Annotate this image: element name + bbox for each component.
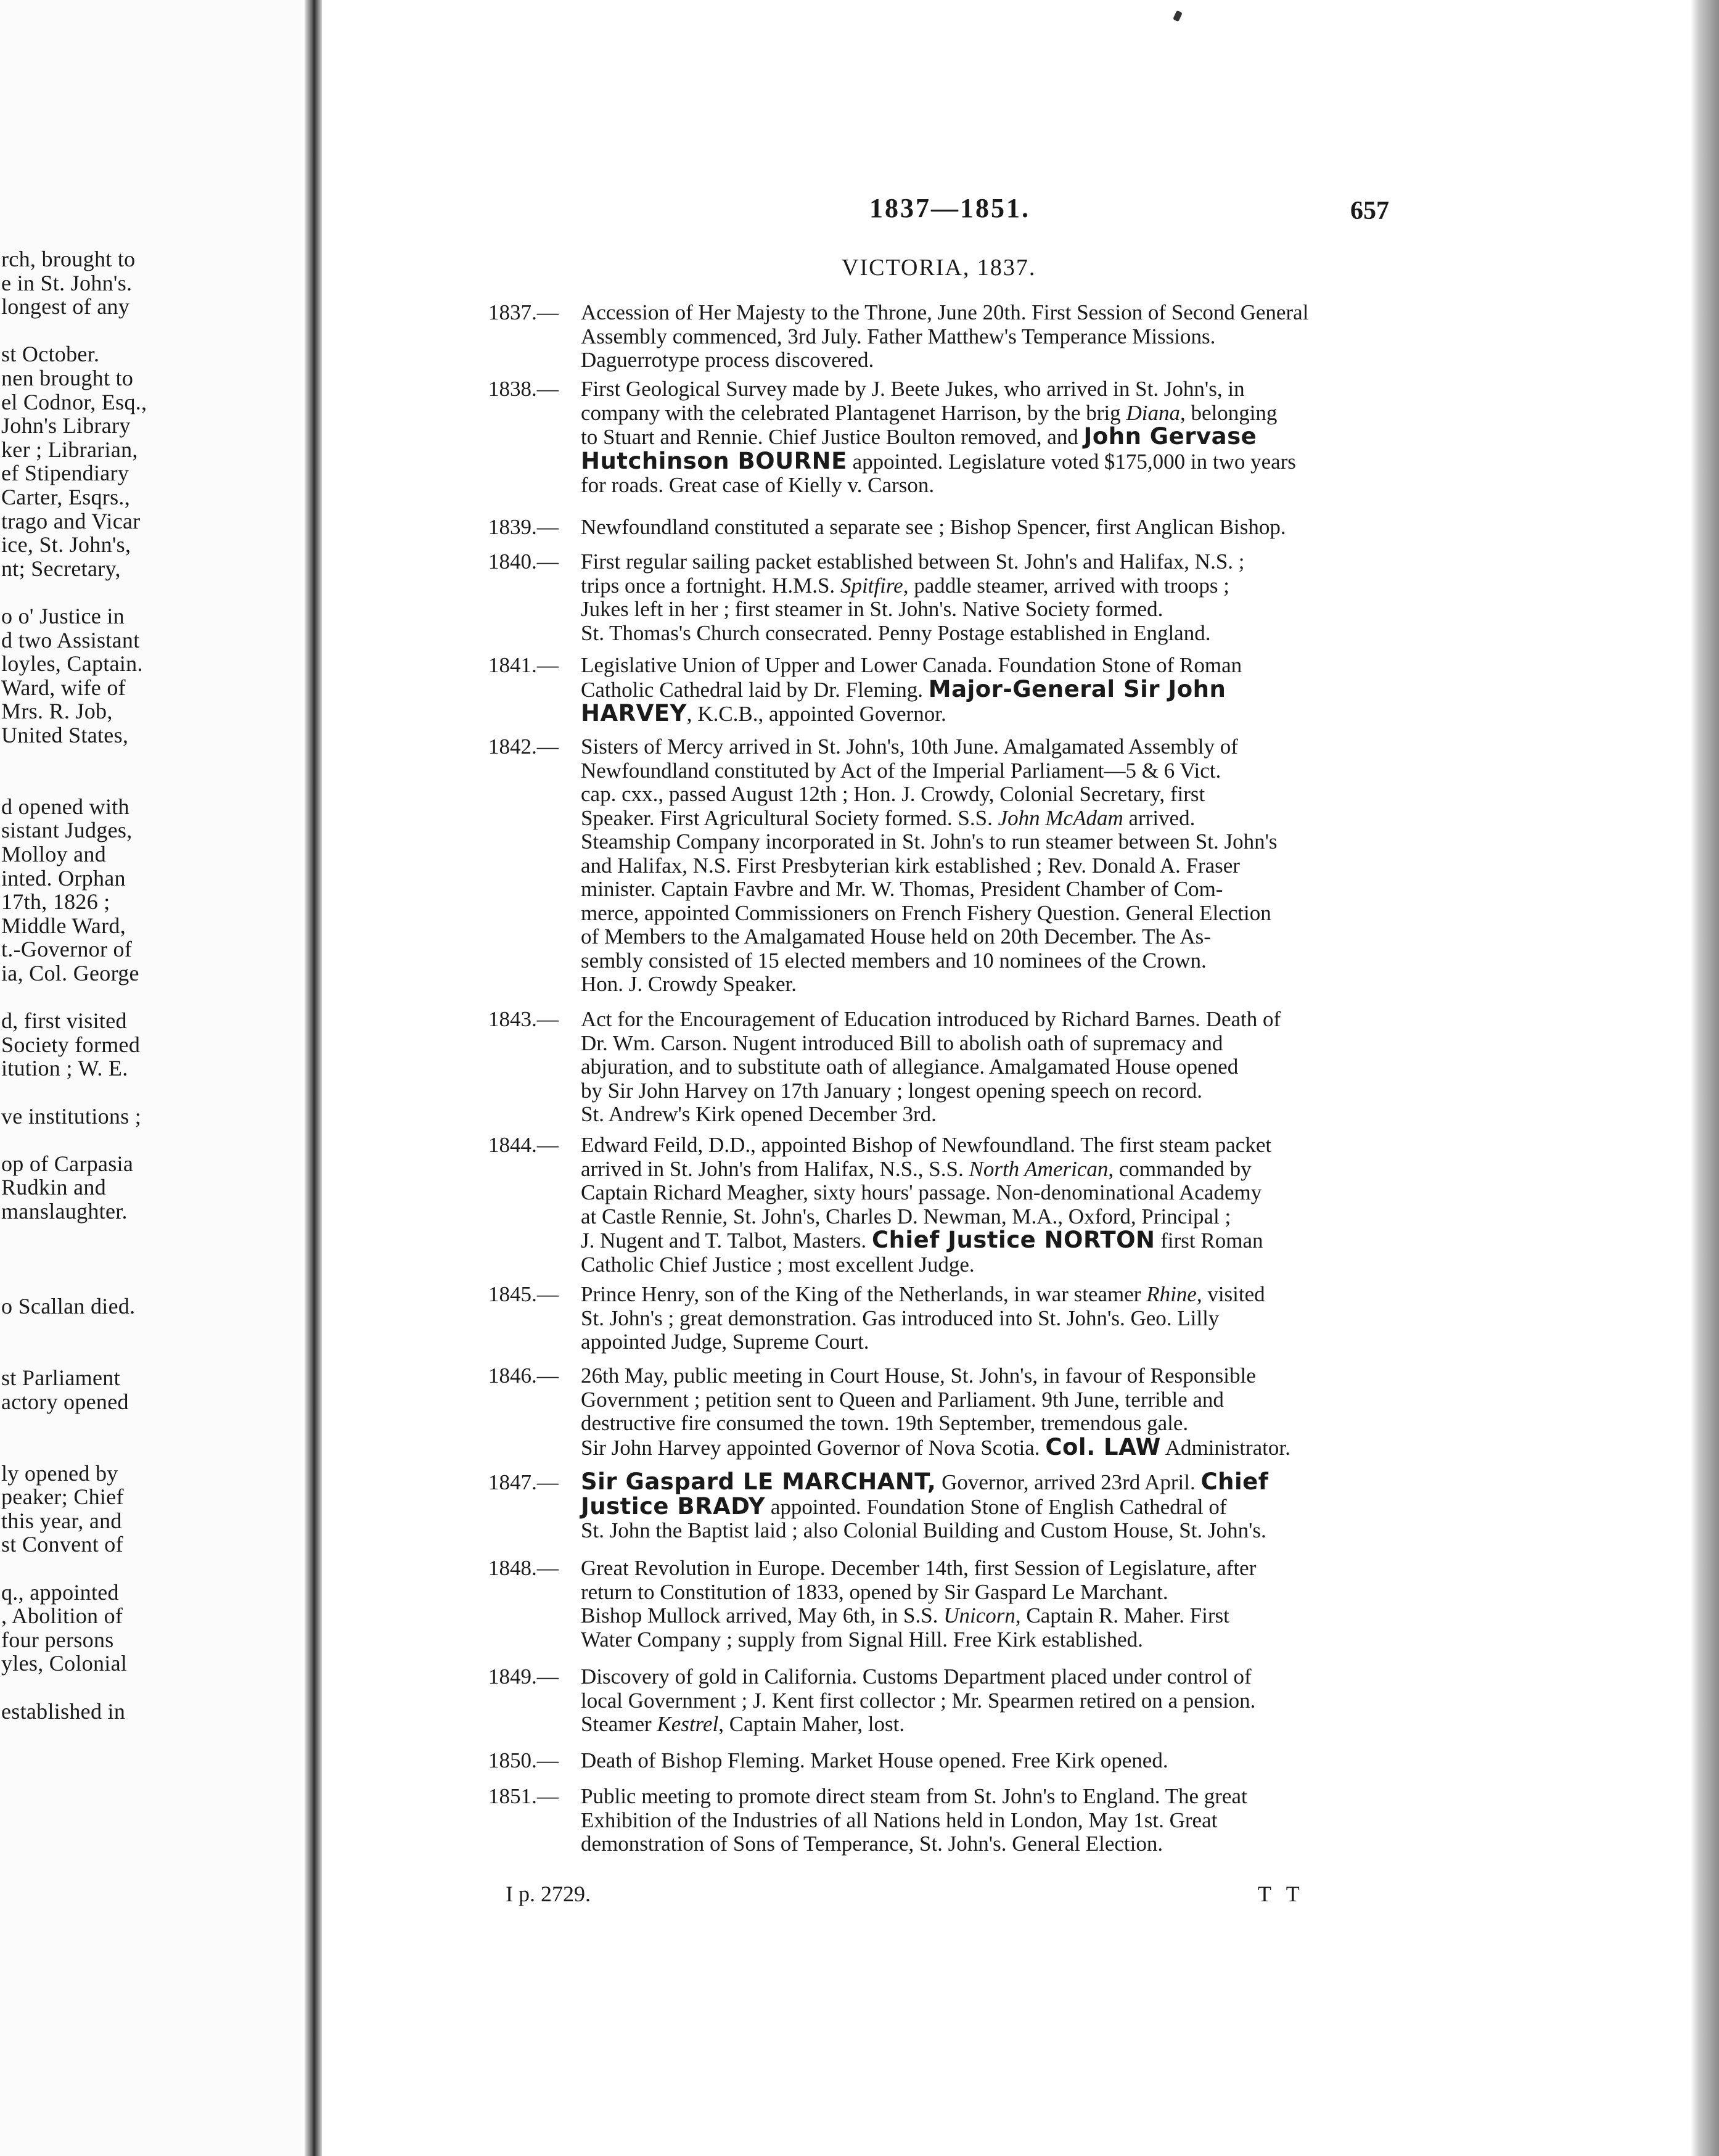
facing-page-line: rch, brought to — [1, 247, 136, 271]
person-name: Hutchinson BOURNE — [581, 447, 847, 474]
entry-year: 1838.— — [488, 377, 559, 401]
facing-page-line: o Scallan died. — [1, 1294, 136, 1319]
entry-1847: 1847.— Sir Gaspard LE MARCHANT, Governor, arrived 23rd April. Chief Justice BRADY appointed. Foundation Stone of English Cathedral of St. John the Baptist laid ; also Colonial Building and Custom House, St. John's. — [488, 1468, 1269, 1542]
facing-page-line: Rudkin and — [1, 1175, 106, 1200]
entry-1845: 1845.— Prince Henry, son of the King of the Netherlands, in war steamer Rhine, visited St. John's ; great demonstration. Gas introduced into St. John's. Geo. Lilly appointed Judge, Supreme Court. — [488, 1282, 1265, 1354]
facing-page-line: ef Stipendiary — [1, 461, 129, 486]
running-head: 1837—1851. — [869, 193, 1030, 223]
facing-page-line: e in St. John's. — [1, 270, 133, 295]
facing-page-line: q., appointed — [1, 1579, 119, 1605]
facing-page-line: John's Library — [1, 413, 131, 438]
facing-page-line: Carter, Esqrs., — [1, 485, 131, 509]
entry-year: 1837.— — [488, 300, 559, 324]
facing-page-line: , Abolition of — [1, 1603, 123, 1629]
facing-page-line: st October. — [1, 342, 100, 367]
facing-page-line: d two Assistant — [1, 627, 140, 652]
facing-page-line: trago and Vicar — [1, 508, 141, 533]
entry-year: 1848.— — [488, 1556, 559, 1580]
entry-1838: 1838.— First Geological Survey made by J. Beete Jukes, who arrived in St. John's, in company with the celebrated Plantagenet Harrison, by the brig Diana, belonging to Stuart and Rennie. Chief Justice Boulton removed, and John Gervase Hutchinson BOURNE appointed. Legislature voted $175,000 in two years for roads. Great case of Kielly v. Carson. — [488, 377, 1296, 497]
facing-page-line: Molloy and — [1, 842, 106, 866]
facing-page-line: d opened with — [1, 794, 129, 819]
entry-1840: 1840.— First regular sailing packet established between St. John's and Halifax, N.S. ; trips once a fortnight. H.M.S. Spitfire, paddle steamer, arrived with troops ; Jukes left in her ; first steamer in St. John's. Native Society formed. St. Thomas's Church consecrated. Penny Postage established in England. — [488, 549, 1245, 645]
facing-page-line: st Parliament — [1, 1365, 120, 1391]
person-name: Col. LAW — [1045, 1433, 1161, 1460]
entry-1842: 1842.— Sisters of Mercy arrived in St. John's, 10th June. Amalgamated Assembly of Newfoundland constituted by Act of the Imperial Parliament—5 & 6 Vict. cap. cxx., passed August 12th ; Hon. J. Crowdy, Colonial Secretary, first Speaker. First Agricultural Society formed. S.S. John McAdam arrived. Steamship Company incorporated in St. John's to run steamer between St. John's and Halifax, N.S. First Presbyterian kirk established ; Rev. Donald A. Fraser minister. Captain Favbre and Mr. W. Thomas, President Chamber of Com- merce, appointed Commissioners on French Fishery Question. General Election of Members to the Amalgamated House held on 20th December. The As- sembly consisted of 15 elected members and 10 nominees of the Crown. Hon. J. Crowdy Speaker. — [488, 734, 1278, 996]
reign-heading: VICTORIA, 1837. — [842, 255, 1036, 281]
facing-page-line: ker ; Librarian, — [1, 437, 138, 462]
entry-year: 1841.— — [488, 653, 559, 677]
signature-mark: I p. 2729. — [506, 1882, 591, 1906]
facing-page-line: 17th, 1826 ; — [1, 889, 110, 915]
facing-page-line: nen brought to — [1, 366, 134, 390]
facing-page-line: o o' Justice in — [1, 604, 125, 628]
facing-page-fragment — [0, 0, 302, 2156]
entry-year: 1847.— — [488, 1470, 559, 1494]
person-name: John Gervase — [1083, 423, 1257, 450]
facing-page-line: yles, Colonial — [1, 1651, 128, 1676]
entry-year: 1843.— — [488, 1007, 559, 1031]
page-number: 657 — [1350, 197, 1389, 225]
facing-page-line: manslaughter. — [1, 1199, 128, 1224]
entry-year: 1840.— — [488, 549, 559, 574]
facing-page-line: itution ; W. E. — [1, 1056, 128, 1081]
person-name: HARVEY — [581, 700, 687, 726]
entry-1837: 1837.— Accession of Her Majesty to the Throne, June 20th. First Session of Second General Assembly commenced, 3rd July. Father Matthew's Temperance Missions. Daguerrotype process discovered. — [488, 300, 1309, 372]
ship-name: Spitfire — [840, 573, 903, 598]
ship-name: North American — [969, 1156, 1109, 1181]
person-name: Justice BRADY — [581, 1492, 766, 1520]
facing-page-line: ly opened by — [1, 1460, 118, 1486]
ship-name: John McAdam — [998, 805, 1123, 830]
facing-page-line: el Codnor, Esq., — [1, 389, 147, 414]
ship-name: Rhine — [1146, 1282, 1197, 1306]
entry-year: 1849.— — [488, 1664, 559, 1689]
person-name: Chief — [1200, 1468, 1269, 1495]
facing-page-line: d, first visited — [1, 1008, 127, 1034]
person-name: Sir Gaspard LE MARCHANT, — [581, 1468, 937, 1495]
ship-name: Kestrel — [657, 1712, 719, 1736]
facing-page-line: ice, St. John's, — [1, 532, 131, 558]
facing-page-line: loyles, Captain. — [1, 651, 143, 677]
entry-year: 1842.— — [488, 734, 559, 759]
entry-1839: 1839.— Newfoundland constituted a separate see ; Bishop Spencer, first Anglican Bishop. — [488, 515, 1286, 539]
entry-1843: 1843.— Act for the Encouragement of Education introduced by Richard Barnes. Death of Dr. Wm. Carson. Nugent introduced Bill to abolish oath of supremacy and abjuration, and to substitute oath of allegiance. Amalgamated House opened by Sir John Harvey on 17th January ; longest opening speech on record. St. Andrew's Kirk opened December 3rd. — [488, 1007, 1281, 1126]
entry-1850: 1850.— Death of Bishop Fleming. Market House opened. Free Kirk opened. — [488, 1748, 1168, 1772]
facing-page-line: United States, — [1, 723, 129, 747]
entry-1851: 1851.— Public meeting to promote direct steam from St. John's to England. The great Exhibition of the Industries of all Nations held in London, May 1st. Great demonstration of Sons of Temperance, St. John's. General Election. — [488, 1784, 1247, 1856]
entry-year: 1839.— — [488, 515, 559, 539]
facing-page-line: ia, Col. George — [1, 961, 139, 985]
facing-page-line: op of Carpasia — [1, 1151, 134, 1176]
person-name: Chief Justice NORTON — [871, 1227, 1155, 1253]
entry-1841: 1841.— Legislative Union of Upper and Lower Canada. Foundation Stone of Roman Catholic Cathedral laid by Dr. Fleming. Major-General Sir John HARVEY, K.C.B., appointed Governor. — [488, 653, 1242, 726]
facing-page-line: inted. Orphan — [1, 865, 126, 891]
page-edge-shadow — [1691, 0, 1719, 2156]
facing-page-line: st Convent of — [1, 1532, 123, 1557]
facing-page-line: this year, and — [1, 1508, 122, 1533]
facing-page-line: Mrs. R. Job, — [1, 699, 113, 724]
facing-page-line: nt; Secretary, — [1, 556, 121, 581]
facing-page-line: Middle Ward, — [1, 913, 126, 938]
ship-name: Diana — [1126, 400, 1180, 425]
person-name: Major-General Sir John — [928, 675, 1226, 702]
entry-year: 1845.— — [488, 1282, 559, 1306]
facing-page-line: actory opened — [1, 1389, 129, 1414]
signature-letters: T T — [1258, 1882, 1305, 1906]
entry-year: 1850.— — [488, 1748, 559, 1772]
facing-page-line: ve institutions ; — [1, 1103, 142, 1129]
entry-1846: 1846.— 26th May, public meeting in Court House, St. John's, in favour of Responsible Government ; petition sent to Queen and Parliament. 9th June, terrible and destructive fire consumed the town. 19th September, tremendous gale. Sir John Harvey appointed Governor of Nova Scotia. Col. LAW Administrator. — [488, 1364, 1290, 1460]
entry-year: 1844.— — [488, 1133, 559, 1157]
entry-1848: 1848.— Great Revolution in Europe. December 14th, first Session of Legislature, after return to Constitution of 1833, opened by Sir Gaspard Le Marchant. Bishop Mullock arrived, May 6th, in S.S. Unicorn, Captain R. Maher. First Water Company ; supply from Signal Hill. Free Kirk established. — [488, 1556, 1257, 1652]
entry-year: 1846.— — [488, 1364, 559, 1388]
book-gutter — [305, 0, 322, 2156]
entry-year: 1851.— — [488, 1784, 559, 1808]
entry-1849: 1849.— Discovery of gold in California. Customs Department placed under control of local Government ; J. Kent first collector ; Mr. Spearmen retired on a pension. Steamer Kestrel, Captain Maher, lost. — [488, 1664, 1256, 1736]
entry-1844: 1844.— Edward Feild, D.D., appointed Bishop of Newfoundland. The first steam packet arrived in St. John's from Halifax, N.S., S.S. North American, commanded by Captain Richard Meagher, sixty hours' passage. Non-denominational Academy at Castle Rennie, St. John's, Charles D. Newman, M.A., Oxford, Principal ; J. Nugent and T. Talbot, Masters. Chief Justice NORTON first Roman Catholic Chief Justice ; most excellent Judge. — [488, 1133, 1272, 1277]
facing-page-line: Society formed — [1, 1032, 141, 1057]
main-page — [327, 0, 1689, 2156]
facing-page-line: t.-Governor of — [1, 937, 133, 962]
facing-page-line: Ward, wife of — [1, 675, 126, 700]
facing-page-line: longest of any — [1, 294, 130, 319]
facing-page-line: peaker; Chief — [1, 1484, 124, 1510]
facing-page-line: established in — [1, 1698, 126, 1724]
ship-name: Unicorn — [943, 1603, 1015, 1627]
facing-page-line: four persons — [1, 1627, 114, 1652]
facing-page-line: sistant Judges, — [1, 818, 133, 843]
